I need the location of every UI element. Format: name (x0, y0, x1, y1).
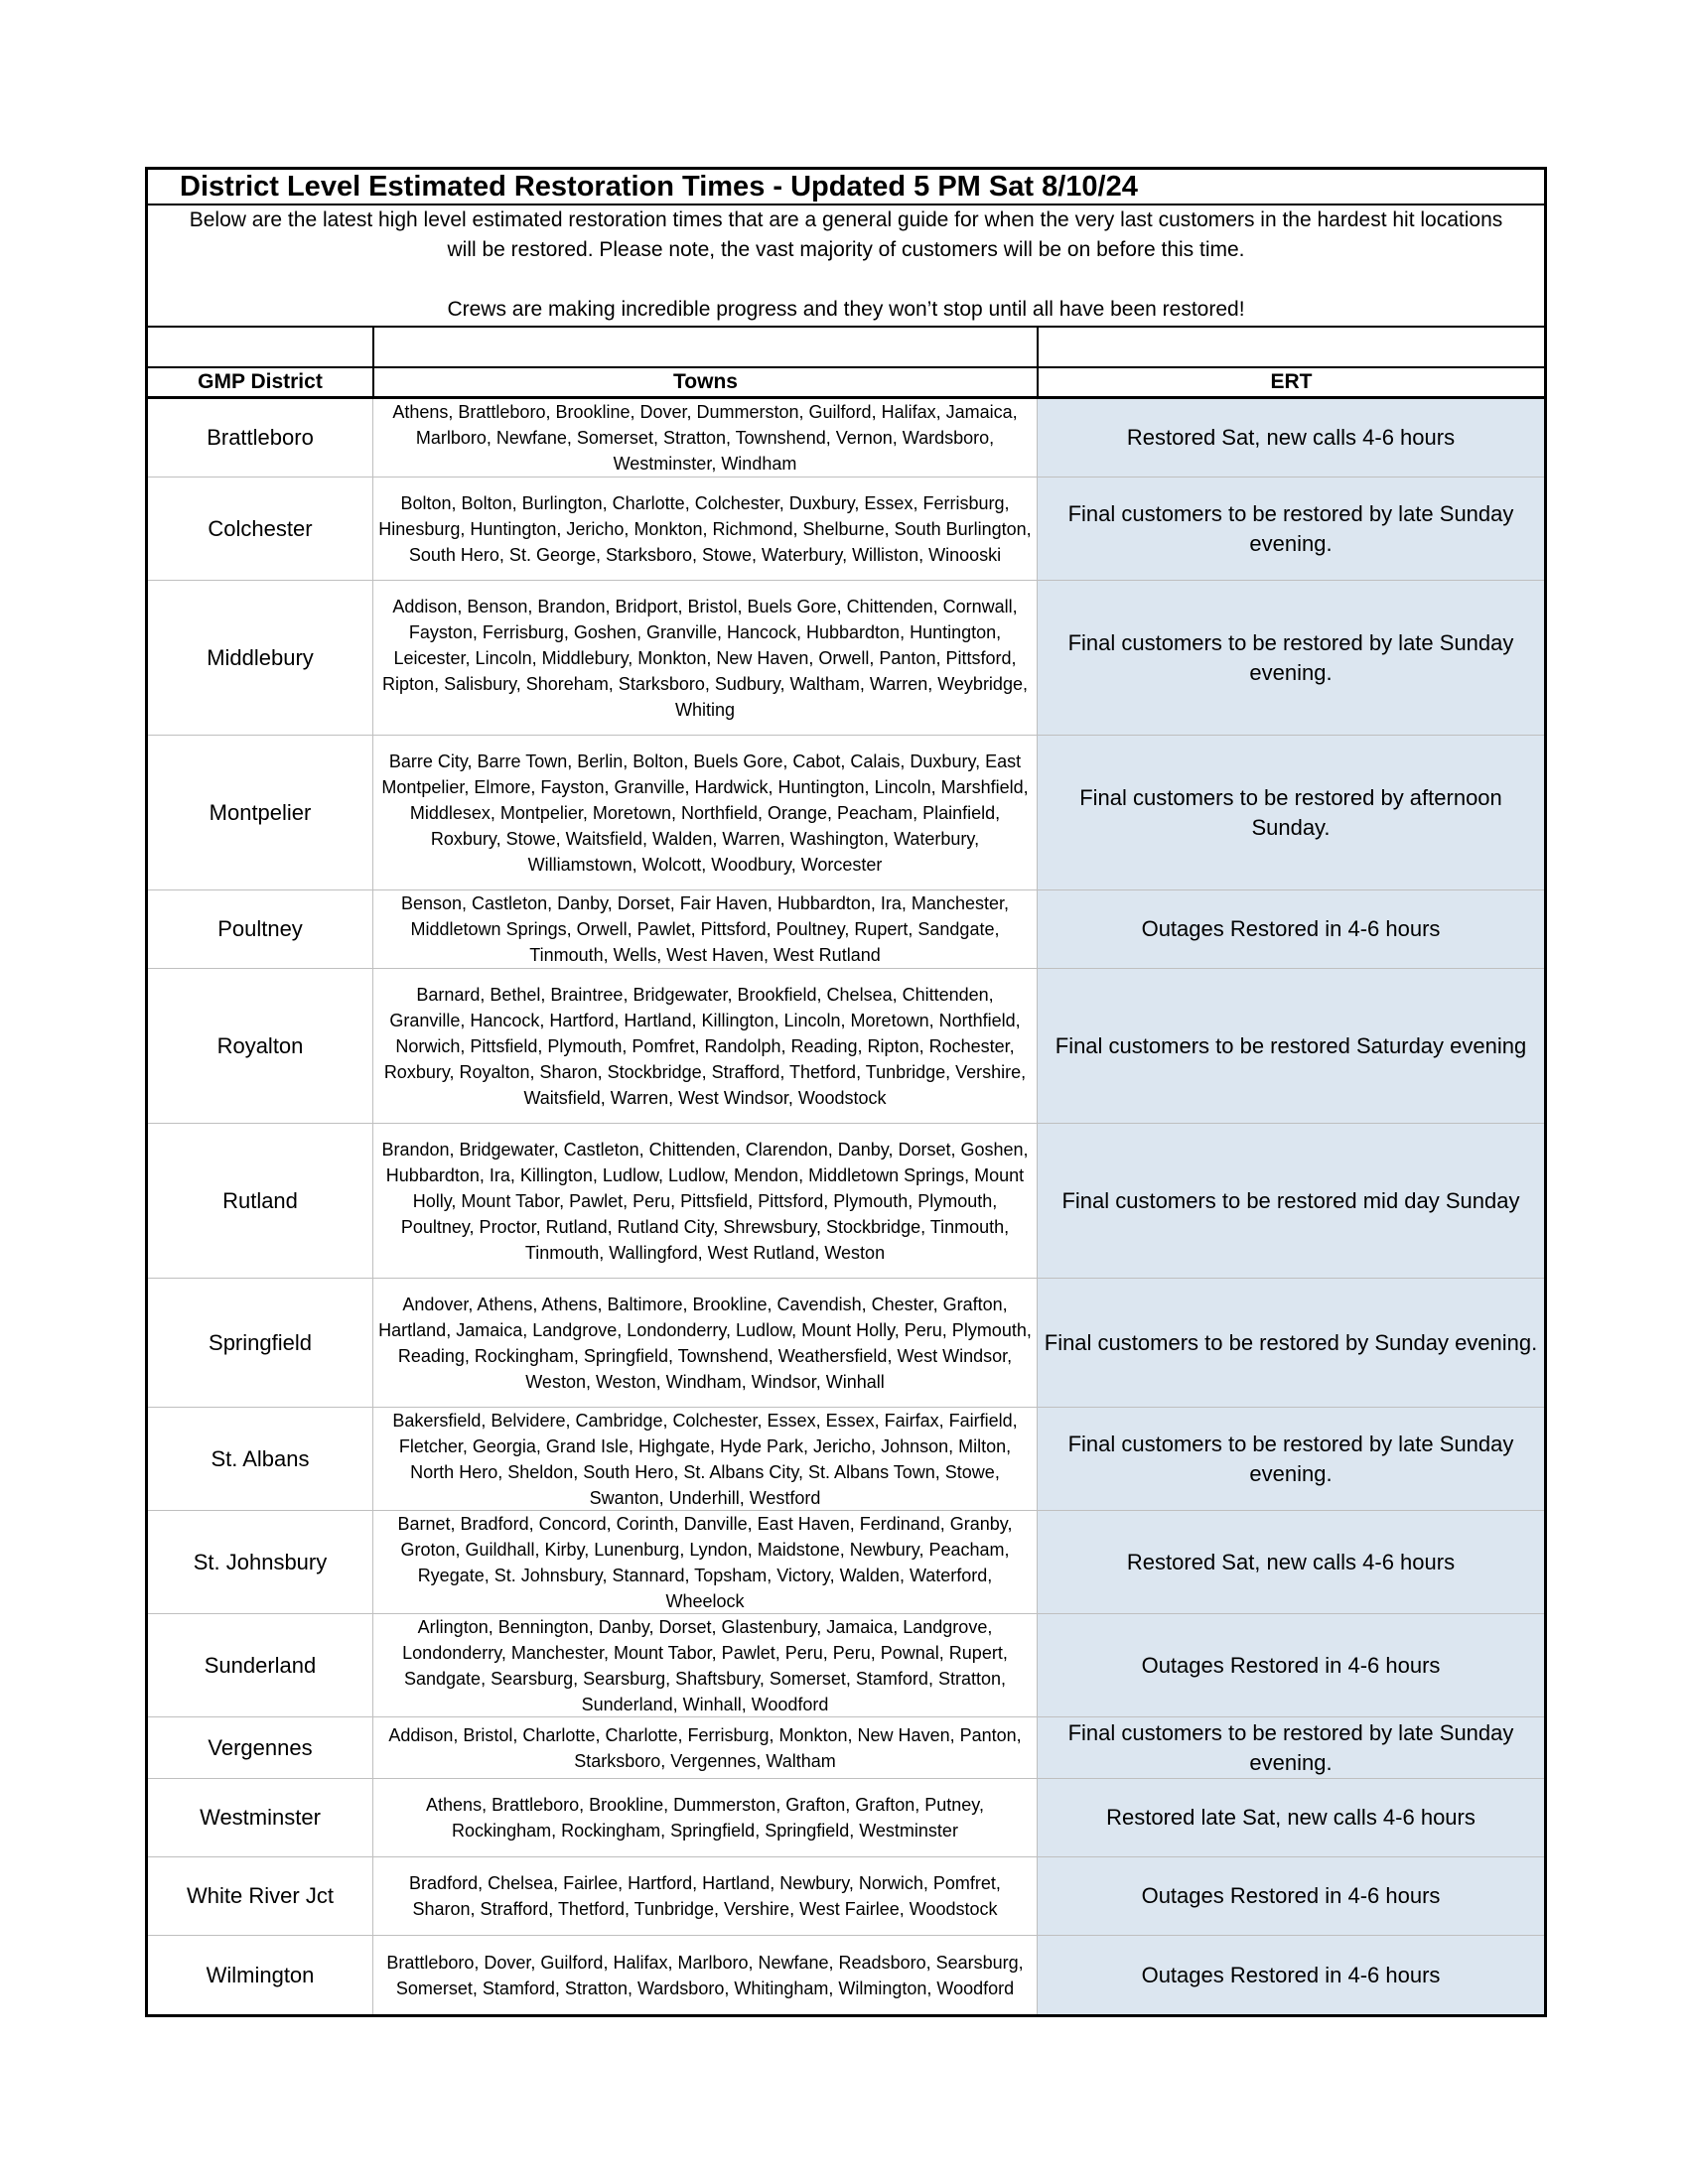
towns-cell: Bolton, Bolton, Burlington, Charlotte, Colchester, Duxbury, Essex, Ferrisburg, Hinesburg, Huntington, Jericho, Monkton, Richmond, Shelburne, South Burlington, South Hero, St. George, Starksboro, Stowe, Waterbury, Williston, Winooski (372, 478, 1037, 580)
table-row (148, 1717, 1544, 1779)
table-row (148, 1408, 1544, 1511)
table-row (148, 1279, 1544, 1408)
towns-cell: Barnard, Bethel, Braintree, Bridgewater, Brookfield, Chelsea, Chittenden, Granville, Hancock, Hartford, Hartland, Killington, Lincoln, Moretown, Northfield, Norwich, Pittsfield, Plymouth, Pomfret, Randolph, Reading, Ripton, Rochester, Roxbury, Royalton, Sharon, Stockbridge, Strafford, Thetford, Tunbridge, Vershire, Waitsfield, Warren, West Windsor, Woodstock (372, 969, 1037, 1123)
ert-cell: Restored Sat, new calls 4-6 hours (1037, 399, 1544, 477)
column-header-towns: Towns (372, 368, 1037, 396)
district-cell: Montpelier (209, 799, 312, 825)
column-header-district: GMP District (198, 370, 323, 393)
district-cell: Westminster (200, 1805, 321, 1830)
towns-cell: Bradford, Chelsea, Fairlee, Hartford, Hartland, Newbury, Norwich, Pomfret, Sharon, Strafford, Thetford, Tunbridge, Vershire, West Fairlee, Woodstock (372, 1857, 1037, 1935)
towns-cell: Arlington, Bennington, Danby, Dorset, Glastenbury, Jamaica, Landgrove, Londonderry, Manchester, Mount Tabor, Pawlet, Peru, Peru, Pownal, Rupert, Sandgate, Searsburg, Searsburg, Shaftsbury, Somerset, Stamford, Stratton, Sunderland, Winhall, Woodford (372, 1614, 1037, 1716)
ert-cell: Final customers to be restored by late Sunday evening. (1037, 1717, 1544, 1778)
column-header-row (148, 368, 1544, 399)
restoration-table (145, 167, 1547, 2017)
intro-paragraph: Below are the latest high level estimated restoration times that are a general guide for when the very last customers in the hardest hit locations will be restored. Please note, the vast majority of customers will be on before this time. (189, 208, 1503, 261)
towns-cell: Bakersfield, Belvidere, Cambridge, Colchester, Essex, Essex, Fairfax, Fairfield, Fletcher, Georgia, Grand Isle, Highgate, Hyde Park, Jericho, Johnson, Milton, North Hero, Sheldon, South Hero, St. Albans City, St. Albans Town, Stowe, Swanton, Underhill, Westford (372, 1408, 1037, 1510)
towns-cell: Brandon, Bridgewater, Castleton, Chittenden, Clarendon, Danby, Dorset, Goshen, Hubbardton, Ira, Killington, Ludlow, Ludlow, Mendon, Middletown Springs, Mount Holly, Mount Tabor, Pawlet, Peru, Pittsfield, Pittsford, Plymouth, Plymouth, Poultney, Proctor, Rutland, Rutland City, Shrewsbury, Stockbridge, Tinmouth, Tinmouth, Wallingford, West Rutland, Weston (372, 1124, 1037, 1278)
ert-cell: Final customers to be restored Saturday evening (1037, 969, 1544, 1123)
towns-cell: Barnet, Bradford, Concord, Corinth, Danville, East Haven, Ferdinand, Granby, Groton, Guildhall, Kirby, Lunenburg, Lyndon, Maidstone, Newbury, Peacham, Ryegate, St. Johnsbury, Stannard, Topsham, Victory, Walden, Waterford, Wheelock (372, 1511, 1037, 1613)
ert-cell: Outages Restored in 4-6 hours (1037, 1614, 1544, 1716)
district-cell: Wilmington (206, 1962, 315, 1987)
table-row (148, 1857, 1544, 1936)
table-row (148, 890, 1544, 969)
ert-cell: Final customers to be restored by afternoon Sunday. (1037, 736, 1544, 889)
district-cell: Poultney (217, 916, 303, 941)
ert-cell: Final customers to be restored mid day Sunday (1037, 1124, 1544, 1278)
towns-cell: Athens, Brattleboro, Brookline, Dummerston, Grafton, Grafton, Putney, Rockingham, Rockingham, Springfield, Springfield, Westminster (372, 1779, 1037, 1856)
district-cell: St. Albans (211, 1445, 310, 1471)
ert-cell: Final customers to be restored by late Sunday evening. (1037, 478, 1544, 580)
district-cell: White River Jct (187, 1883, 334, 1908)
table-row (148, 399, 1544, 478)
ert-cell: Final customers to be restored by Sunday evening. (1037, 1279, 1544, 1407)
district-cell: Royalton (216, 1032, 304, 1058)
page-title: District Level Estimated Restoration Times - Updated 5 PM Sat 8/10/24 (148, 170, 1544, 205)
ert-cell: Restored late Sat, new calls 4-6 hours (1037, 1779, 1544, 1856)
intro-note: Crews are making incredible progress and they won’t stop until all have been restored! (447, 298, 1245, 321)
intro-text (148, 205, 1544, 328)
table-row (148, 1614, 1544, 1717)
column-header-ert: ERT (1037, 368, 1544, 396)
table-row (148, 736, 1544, 890)
table-row (148, 969, 1544, 1124)
ert-cell: Final customers to be restored by late Sunday evening. (1037, 581, 1544, 735)
district-cell: Colchester (208, 515, 313, 541)
towns-cell: Athens, Brattleboro, Brookline, Dover, Dummerston, Guilford, Halifax, Jamaica, Marlboro, Newfane, Somerset, Stratton, Townshend, Vernon, Wardsboro, Westminster, Windham (372, 399, 1037, 477)
district-cell: Middlebury (207, 644, 314, 670)
towns-cell: Andover, Athens, Athens, Baltimore, Brookline, Cavendish, Chester, Grafton, Hartland, Jamaica, Landgrove, Londonderry, Ludlow, Mount Holly, Peru, Plymouth, Reading, Rockingham, Springfield, Townshend, Weathersfield, West Windsor, Weston, Weston, Windham, Windsor, Winhall (372, 1279, 1037, 1407)
district-cell: St. Johnsbury (193, 1549, 328, 1574)
table-row (148, 478, 1544, 581)
towns-cell: Brattleboro, Dover, Guilford, Halifax, Marlboro, Newfane, Readsboro, Searsburg, Somerset, Stamford, Stratton, Wardsboro, Whitingham, Wilmington, Woodford (372, 1936, 1037, 2014)
district-cell: Springfield (209, 1329, 312, 1355)
table-row (148, 1124, 1544, 1279)
table-row (148, 1779, 1544, 1857)
ert-cell: Outages Restored in 4-6 hours (1037, 1857, 1544, 1935)
towns-cell: Addison, Benson, Brandon, Bridport, Bristol, Buels Gore, Chittenden, Cornwall, Fayston, Ferrisburg, Goshen, Granville, Hancock, Hubbardton, Huntington, Leicester, Lincoln, Middlebury, Monkton, New Haven, Orwell, Panton, Pittsford, Ripton, Salisbury, Shoreham, Starksboro, Sudbury, Waltham, Warren, Weybridge, Whiting (372, 581, 1037, 735)
ert-cell: Final customers to be restored by late Sunday evening. (1037, 1408, 1544, 1510)
ert-cell: Outages Restored in 4-6 hours (1037, 890, 1544, 968)
district-cell: Sunderland (204, 1652, 317, 1678)
table-row (148, 1936, 1544, 2014)
district-cell: Vergennes (208, 1734, 313, 1760)
blank-row (148, 328, 1544, 368)
ert-cell: Restored Sat, new calls 4-6 hours (1037, 1511, 1544, 1613)
ert-cell: Outages Restored in 4-6 hours (1037, 1936, 1544, 2014)
table-row (148, 1511, 1544, 1614)
district-cell: Brattleboro (207, 425, 314, 450)
towns-cell: Addison, Bristol, Charlotte, Charlotte, Ferrisburg, Monkton, New Haven, Panton, Starksboro, Vergennes, Waltham (372, 1717, 1037, 1778)
table-row (148, 581, 1544, 736)
district-cell: Rutland (222, 1187, 298, 1213)
towns-cell: Barre City, Barre Town, Berlin, Bolton, Buels Gore, Cabot, Calais, Duxbury, East Montpelier, Elmore, Fayston, Granville, Hardwick, Huntington, Lincoln, Marshfield, Middlesex, Montpelier, Moretown, Northfield, Orange, Peacham, Plainfield, Roxbury, Stowe, Waitsfield, Walden, Warren, Washington, Waterbury, Williamstown, Wolcott, Woodbury, Worcester (372, 736, 1037, 889)
towns-cell: Benson, Castleton, Danby, Dorset, Fair Haven, Hubbardton, Ira, Manchester, Middletown Springs, Orwell, Pawlet, Pittsford, Poultney, Rupert, Sandgate, Tinmouth, Wells, West Haven, West Rutland (372, 890, 1037, 968)
